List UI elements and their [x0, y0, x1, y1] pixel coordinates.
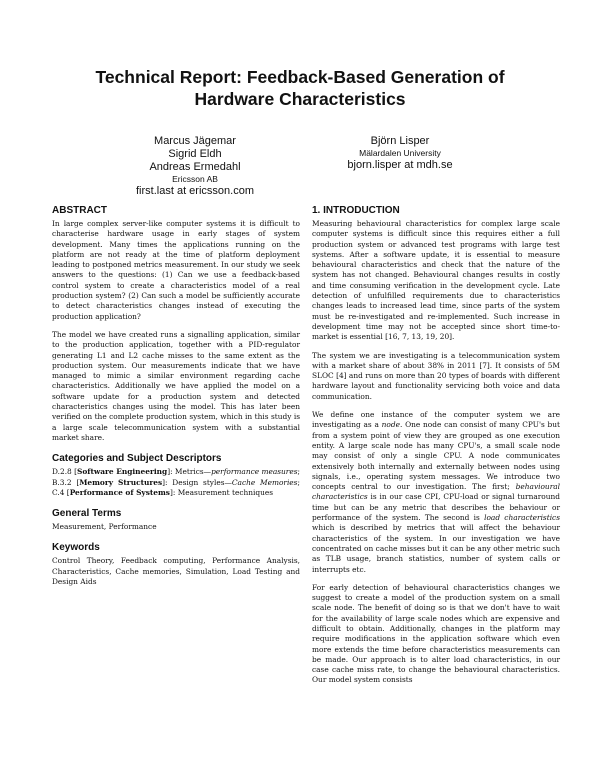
intro-paragraph-2: The system we are investigating is a telecommunication system with a market share of about 38% in 2011 [7]. It consists of 5M SLOC [4] and runs on more than 20 types of boards with different hardware layout and functionality servicing both voice and data communication. [312, 350, 560, 401]
categories-heading: Categories and Subject Descriptors [52, 453, 222, 465]
cat-rest: ]: Metrics— [167, 467, 212, 477]
title-line-2: Hardware Characteristics [194, 89, 406, 109]
cat-code: ; C.4 [ [52, 477, 300, 497]
author-name: Marcus Jägemar [154, 135, 236, 147]
left-column [52, 205, 300, 595]
cat-bold: Performance of Systems [69, 487, 170, 497]
right-column [312, 205, 560, 686]
author-block-mdh [300, 135, 500, 172]
term-load-characteristics: load characteristics [484, 513, 560, 523]
author-affiliation: Mälardalen University [359, 148, 441, 158]
author-affiliation: Ericsson AB [172, 174, 218, 184]
intro-p3-part: is in our case CPI, CPU-load or signal turnaround time but can be any metric that describes the behaviour or performance of the system. The second is [312, 492, 560, 523]
general-terms-heading: General Terms [52, 508, 122, 520]
cat-italic: Cache Memories [231, 477, 298, 487]
cat-bold: Memory Structures [79, 477, 163, 487]
general-terms-text: Measurement, Performance [52, 522, 157, 532]
intro-paragraph-3 [312, 410, 560, 575]
author-block-ericsson [95, 135, 295, 198]
cat-italic: performance measures [211, 467, 298, 477]
abstract-paragraph-2: The model we have created runs a signalling application, similar to the production application, together with a PID-regulator generating L1 and L2 cache misses to the same extent as the production system. Our measurements indicate that we have managed to mimic a similar environment regarding cache characteristics. Additionally we have applied the model on a software update for a production system and detected characteristics changes using the model. This has later been verified on the complete production system, which in this study is a large scale telecommunication system with a substantial market share. [52, 329, 300, 442]
keywords-text: Control Theory, Feedback computing, Performance Analysis, Characteristics, Cache memories, Simulation, Load Testing and Design Aids [52, 556, 300, 587]
intro-paragraph-4: For early detection of behavioural characteristics changes we suggest to create a model of the production system on a small scale node. The benefit of doing so is that we don't have to wait for the availability of large scale nodes which are expensive and difficult to obtain. Additionally, changes in the platform may require modifications in the application software which even more extends the time before characteristics measurements can be made. Our approach is to alter load characteristics, in our case cache miss rate, to change the behavioural characteristics. Our model system consists [312, 582, 560, 685]
abstract-heading: ABSTRACT [52, 205, 107, 216]
author-email: first.last at ericsson.com [136, 185, 254, 197]
keywords-heading: Keywords [52, 542, 100, 554]
author-name: Sigrid Eldh [168, 148, 222, 160]
intro-paragraph-1: Measuring behavioural characteristics for complex large scale computer systems is difficult since this requires either a full production system or advanced test programs with large test systems. After a software update, it is essential to measure behavioural characteristics and check that the nature of the system has not changed. Behavioural changes results in costly and time consuming verification in the development cycle. Late detection of unfulfilled requirements due to characteristics changes leads to increased lead time, since parts of the system must be re-investigated and re-implemented. Such increase in development time may not be accepted since short time-to-market is essential [16, 7, 13, 19, 20]. [312, 219, 560, 342]
author-email: bjorn.lisper at mdh.se [347, 159, 453, 171]
categories-text [52, 467, 300, 498]
term-node: node [381, 420, 400, 430]
author-name: Björn Lisper [370, 135, 430, 147]
title-line-1: Technical Report: Feedback-Based Generation of [95, 67, 505, 87]
cat-rest: ]: Measurement techniques [169, 487, 273, 497]
abstract-paragraph-1: In large complex server-like computer systems it is difficult to characterise hardware usage in early stages of system development. Many times the applications running on the platform are not ready at the time of platform deployment leading to postponed metrics measurement. In our study we seek answers to the questions: (1) Can we use a feedback-based control system to create a characteristics model of a real production system? (2) Can such a model be sufficiently accurate to detect characteristics changes instead of executing the production application? [52, 219, 300, 321]
author-name: Andreas Ermedahl [149, 161, 241, 173]
intro-p3-part: which is described by metrics that will affect the behaviour characteristics of the system. In our investigation we have concentrated on cache misses but it can be any other metric such as TLB usage, branch statistics, number of system calls or interrupts etc. [312, 523, 560, 574]
cat-code: ; B.3.2 [ [52, 467, 300, 487]
cat-rest: ]: Design styles— [162, 477, 232, 487]
intro-p3-part: . One node can consist of many CPU's but from a system point of view they are grouped as one execution entity. A large scale node has many CPU's, a small scale node may consist of only a single CPU. A node communicates extensively both internally and externally between nodes using signals, i.e., operating system messages. We introduce two concepts central to our investigation. The first; [312, 420, 560, 492]
intro-p3-part: We define one instance of the computer system we are investigating as a [312, 410, 560, 430]
cat-code: D.2.8 [ [52, 467, 78, 477]
paper-title [40, 66, 560, 110]
term-behavioural-characteristics: behavioural characteristics [312, 482, 560, 502]
cat-bold: Software Engineering [77, 467, 168, 477]
introduction-heading: 1. INTRODUCTION [312, 205, 400, 216]
